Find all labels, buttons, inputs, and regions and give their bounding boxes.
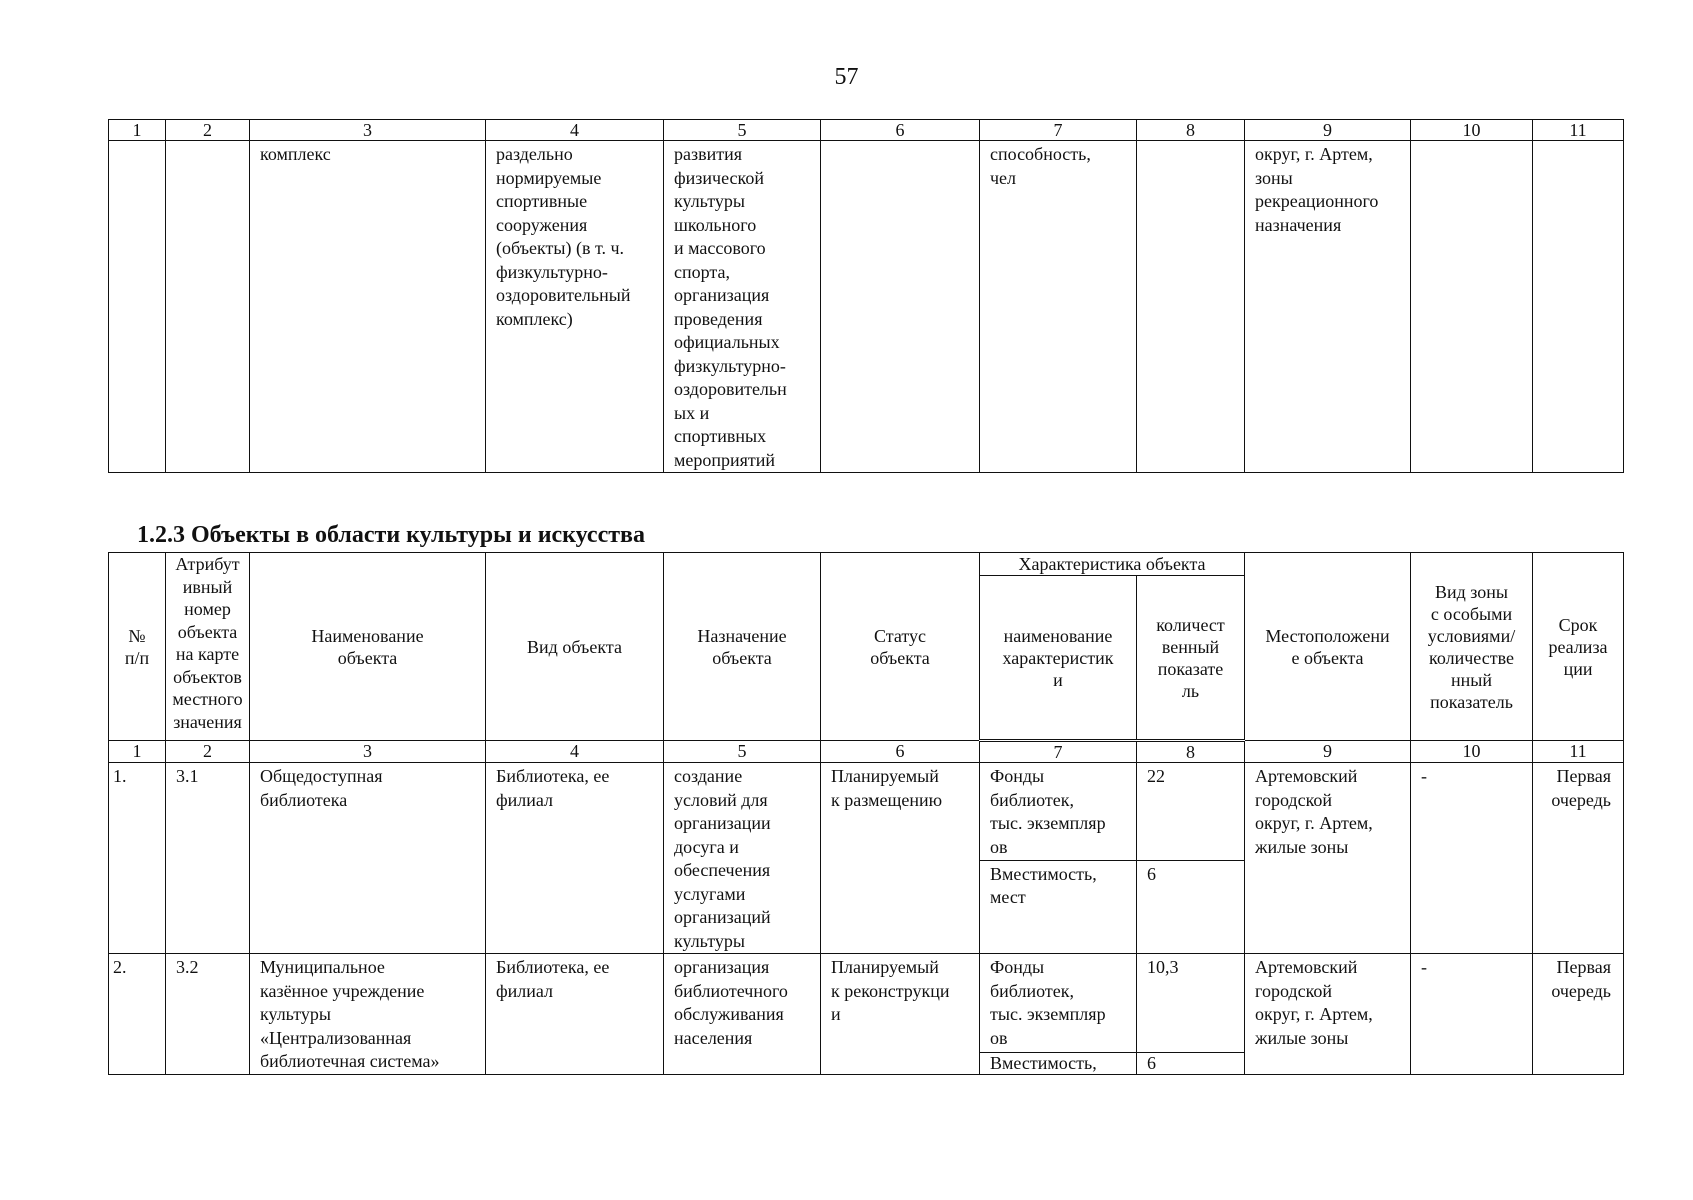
- column-number-row: [109, 741, 1624, 763]
- column-number-row: [109, 120, 1624, 141]
- cell-char-value: 10,3: [1137, 954, 1245, 1053]
- header-object-status: Статус объекта: [821, 553, 980, 741]
- column-number: 5: [664, 120, 821, 141]
- column-number: 4: [486, 741, 664, 763]
- header-char-value: количест венный показате ль: [1137, 576, 1245, 741]
- cell-zone: -: [1411, 954, 1533, 1075]
- column-number: 7: [980, 120, 1137, 141]
- table-row: [109, 954, 1624, 1053]
- cell-name: комплекс: [250, 141, 486, 473]
- header-location: Местоположени е объекта: [1245, 553, 1411, 741]
- header-zone: Вид зоны с особыми условиями/ количестве нный показатель: [1411, 553, 1533, 741]
- column-number: 8: [1137, 741, 1245, 763]
- continuation-table: [108, 119, 1624, 473]
- column-number: 4: [486, 120, 664, 141]
- header-object-name: Наименование объекта: [250, 553, 486, 741]
- cell-location: округ, г. Артем, зоны рекреационного назначения: [1245, 141, 1411, 473]
- header-characteristics: Характеристика объекта: [980, 553, 1245, 576]
- cell-char-value: [1137, 141, 1245, 473]
- cell-type: раздельно нормируемые спортивные сооружения (объекты) (в т. ч. физкультурно- оздоровительный комплекс): [486, 141, 664, 473]
- cell-char-name: способность, чел: [980, 141, 1137, 473]
- cell-char-value: 22: [1137, 763, 1245, 861]
- column-number: 10: [1411, 741, 1533, 763]
- header-object-purpose: Назначение объекта: [664, 553, 821, 741]
- header-char-name: наименование характеристик и: [980, 576, 1137, 741]
- cell-name: Общедоступная библиотека: [250, 763, 486, 954]
- cell-char-name: Вместимость,: [980, 1053, 1137, 1074]
- cell-location: Артемовский городской округ, г. Артем, жилые зоны: [1245, 954, 1411, 1075]
- cell-purpose: организация библиотечного обслуживания населения: [664, 954, 821, 1075]
- column-number: 7: [980, 741, 1137, 763]
- cell-status: [821, 141, 980, 473]
- header-number: № п/п: [109, 553, 166, 741]
- table-row: [109, 763, 1624, 861]
- column-number: 2: [166, 741, 250, 763]
- cell-term: Первая очередь: [1533, 763, 1624, 954]
- cell-char-value: 6: [1137, 1053, 1245, 1074]
- column-number: 10: [1411, 120, 1533, 141]
- cell-purpose: развития физической культуры школьного и массового спорта, организация проведения официальных физкультурно- оздоровительн ых и спортивных мероприятий: [664, 141, 821, 473]
- cell-number: 2.: [109, 954, 166, 1075]
- cell-char-name: Вместимость, мест: [980, 860, 1137, 954]
- column-number: 5: [664, 741, 821, 763]
- column-number: 9: [1245, 741, 1411, 763]
- cell-type: Библиотека, ее филиал: [486, 954, 664, 1075]
- column-number: 2: [166, 120, 250, 141]
- section-heading: 1.2.3 Объекты в области культуры и искусства: [137, 522, 645, 548]
- cell-char-name: Фонды библиотек, тыс. экземпляр ов: [980, 954, 1137, 1053]
- cell-attribute: 3.1: [166, 763, 250, 954]
- column-number: 1: [109, 120, 166, 141]
- cell-char-value: 6: [1137, 860, 1245, 954]
- column-number: 3: [250, 741, 486, 763]
- cell-zone: -: [1411, 763, 1533, 954]
- header-term: Срок реализа ции: [1533, 553, 1624, 741]
- column-number: 6: [821, 120, 980, 141]
- column-number: 9: [1245, 120, 1411, 141]
- culture-objects-table: [108, 552, 1624, 1075]
- column-number: 6: [821, 741, 980, 763]
- cell-type: Библиотека, ее филиал: [486, 763, 664, 954]
- header-row: [109, 553, 1624, 576]
- column-number: 11: [1533, 120, 1624, 141]
- cell-number: [109, 141, 166, 473]
- cell-term: Первая очередь: [1533, 954, 1624, 1075]
- cell-number: 1.: [109, 763, 166, 954]
- page-number: 57: [834, 64, 859, 90]
- cell-term: [1533, 141, 1624, 473]
- cell-zone: [1411, 141, 1533, 473]
- cell-attribute: 3.2: [166, 954, 250, 1075]
- column-number: 3: [250, 120, 486, 141]
- cell-location: Артемовский городской округ, г. Артем, жилые зоны: [1245, 763, 1411, 954]
- cell-status: Планируемый к размещению: [821, 763, 980, 954]
- header-object-type: Вид объекта: [486, 553, 664, 741]
- cell-status: Планируемый к реконструкци и: [821, 954, 980, 1075]
- table-row: [109, 141, 1624, 473]
- cell-attribute: [166, 141, 250, 473]
- column-number: 8: [1137, 120, 1245, 141]
- column-number: 11: [1533, 741, 1624, 763]
- column-number: 1: [109, 741, 166, 763]
- cell-name: Муниципальное казённое учреждение культуры «Централизованная библиотечная система»: [250, 954, 486, 1075]
- cell-char-name: Фонды библиотек, тыс. экземпляр ов: [980, 763, 1137, 861]
- cell-purpose: создание условий для организации досуга и обеспечения услугами организаций культуры: [664, 763, 821, 954]
- header-attribute-number: Атрибут ивный номер объекта на карте объектов местного значения: [166, 553, 250, 741]
